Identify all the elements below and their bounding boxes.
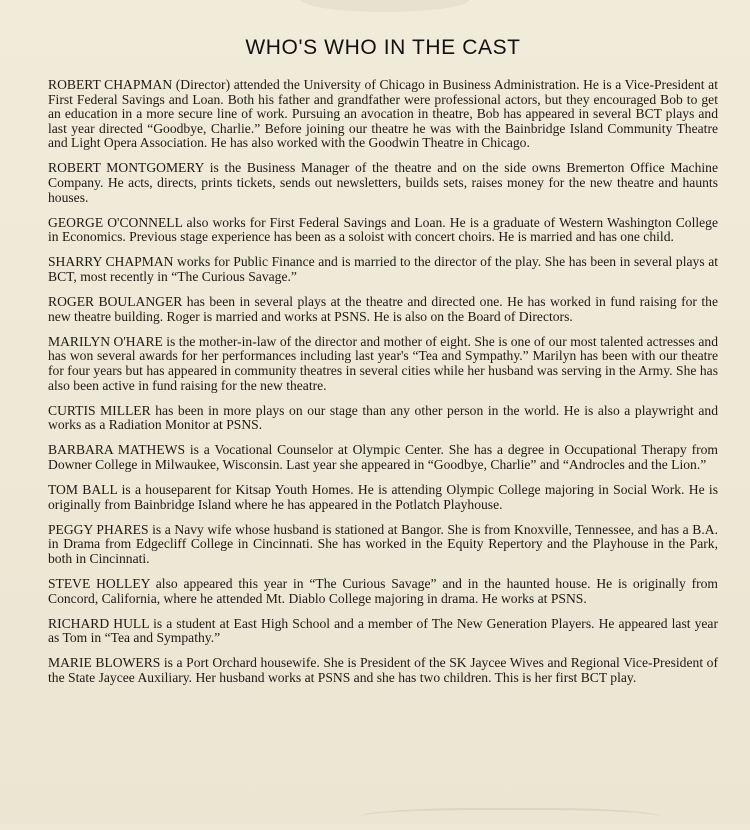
cast-bio-barbara-mathews: BARBARA MATHEWS is a Vocational Counselor at Olympic Center. She has a degree in Occupational Therapy from Downer College in Milwaukee, Wisconsin. Last year she appeared in “Goodbye, Charlie” and “Androcles and the Lion.” bbox=[48, 442, 718, 472]
cast-bio-curtis-miller: CURTIS MILLER has been in more plays on our stage than any other person in the world. He is also a playwright and works as a Radiation Monitor at PSNS. bbox=[48, 402, 718, 433]
cast-bio-sharry-chapman: SHARRY CHAPMAN works for Public Finance and is married to the director of the play. She has been in several plays at BCT, most recently in “The Curious Savage.” bbox=[48, 254, 718, 285]
cast-bio-list bbox=[48, 78, 718, 686]
cast-bio-roger-boulanger: ROGER BOULANGER has been in several plays at the theatre and directed one. He has worked in fund raising for the new theatre building. Roger is married and works at PSNS. He is also on the Board of Directors. bbox=[48, 294, 718, 324]
cast-bio-tom-ball: TOM BALL is a houseparent for Kitsap Youth Homes. He is attending Olympic College majoring in Social Work. He is originally from Bainbridge Island where he has appeared in the Potlatch Playhouse. bbox=[48, 482, 718, 512]
cast-bio-steve-holley: STEVE HOLLEY also appeared this year in “The Curious Savage” and in the haunted house. He is originally from Concord, California, where he attended Mt. Diablo College majoring in drama. He works at PSNS. bbox=[48, 576, 718, 606]
cast-bio-robert-chapman: ROBERT CHAPMAN (Director) attended the University of Chicago in Business Administration. He is a Vice-President at First Federal Savings and Loan. Both his father and grandfather were professional actors, but they encouraged Bob to get an education in a more secure line of work. Pursuing an avocation in theatre, Bob has appeared in several BCT plays and last year directed “Goodbye, Charlie.” Before joining our theatre he was with the Bainbridge Island Community Theatre and Light Opera Association. He has also worked with the Goodwin Theatre in Chicago. bbox=[48, 77, 718, 151]
cast-bio-marie-blowers: MARIE BLOWERS is a Port Orchard housewife. She is President of the SK Jaycee Wives and Regional Vice-President of the State Jaycee Auxiliary. Her husband works at PSNS and she has two children. This is her first BCT play. bbox=[48, 655, 718, 685]
print-bleed-mark bbox=[360, 808, 660, 830]
cast-bio-robert-montgomery: ROBERT MONTGOMERY is the Business Manager of the theatre and on the side owns Bremerton Office Machine Company. He acts, directs, prints tickets, sends out newsletters, builds sets, raises money for the new theatre and haunts houses. bbox=[48, 160, 718, 205]
page-title: WHO'S WHO IN THE CAST bbox=[245, 36, 521, 59]
print-bleed-mark bbox=[300, 0, 470, 12]
cast-bio-george-oconnell: GEORGE O'CONNELL also works for First Federal Savings and Loan. He is a graduate of Western Washington College in Economics. Previous stage experience has been as a soloist with concert choirs. He is married and has one child. bbox=[48, 214, 718, 245]
cast-bio-marilyn-ohare: MARILYN O'HARE is the mother-in-law of the director and mother of eight. She is one of our most talented actresses and has won several awards for her performances including last year's “Tea and Sympathy.” Marilyn has been with our theatre for four years but has appeared in community theatres in several cities while her husband was serving in the Army. She has also been active in fund raising for the new theatre. bbox=[48, 333, 718, 393]
cast-bio-richard-hull: RICHARD HULL is a student at East High School and a member of The New Generation Players. He appeared last year as Tom in “Tea and Sympathy.” bbox=[48, 615, 718, 646]
cast-bio-peggy-phares: PEGGY PHARES is a Navy wife whose husband is stationed at Bangor. She is from Knoxville, Tennessee, and has a B.A. in Drama from Edgecliff College in Cincinnati. She has worked in the Equity Repertory and the Playhouse in the Park, both in Cincinnati. bbox=[48, 521, 718, 566]
